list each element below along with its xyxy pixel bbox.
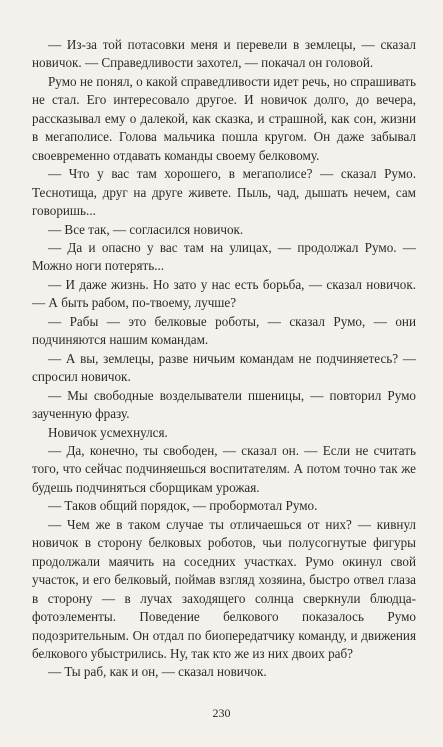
paragraph: — И даже жизнь. Но зато у нас есть борьба, — сказал новичок. — А быть рабом, по-твоему, лучше? xyxy=(32,276,416,311)
paragraph: — А вы, землецы, разве ничьим командам не подчиняетесь? — спросил новичок. xyxy=(32,350,416,385)
paragraph: — Да, конечно, ты свободен, — сказал он. — Если не считать того, что сейчас подчиняешься воспитателям. А потом точно так же будешь подчиняться сборщикам урожая. xyxy=(32,442,416,495)
paragraph: — Что у вас там хорошего, в мегаполисе? — сказал Румо. Теснотища, друг на друге живете. Пыль, чад, дышать нечем, сам говоришь... xyxy=(32,166,416,219)
paragraph: — Рабы — это белковые роботы, — сказал Румо, — они подчиняются нашим командам. xyxy=(32,313,416,348)
paragraph: — Таков общий порядок, — пробормотал Румо. xyxy=(48,498,318,514)
paragraph: — Да и опасно у вас там на улицах, — продолжал Румо. — Можно ноги потерять... xyxy=(32,239,416,274)
paragraph: — Ты раб, как и он, — сказал новичок. xyxy=(48,664,267,680)
page-text xyxy=(32,36,416,682)
paragraph: — Чем же в таком случае ты отличаешься от них? — кивнул новичок в сторону белковых роботов, чьи полусогнутые фигуры продолжали маячить на соседних участках. Румо окинул свой участок, и его белковый, поймав взгляд хозяина, быстро отвел глаза в сторону — в лучах заходящего солнца сверкнули блюдца-фотоэлементы. Поведение белкового показалось Румо подозрительным. Он отдал по биопередатчику команду, и движения белкового убыстрились. Ну, так кто же из них двоих раб? xyxy=(32,516,416,661)
paragraph: — Мы свободные возделыватели пшеницы, — повторил Румо заученную фразу. xyxy=(32,387,416,422)
paragraph: — Из-за той потасовки меня и перевели в землецы, — сказал новичок. — Справедливости захотел, — покачал он головой. xyxy=(32,37,416,71)
paragraph: Румо не понял, о какой справедливости идет речь, но спрашивать не стал. Его интересовало другое. И новичок долго, до вечера, рассказывал ему о далекой, как сказка, и страшной, как сон, жизни в мегаполисе. Голова мальчика пошла кругом. Он даже забывал своевременно отдавать команды своему белковому. xyxy=(32,73,416,163)
paragraph: — Все так, — согласился новичок. xyxy=(48,221,244,237)
page-number: 230 xyxy=(212,706,231,720)
paragraph: Новичок усмехнулся. xyxy=(48,424,168,440)
